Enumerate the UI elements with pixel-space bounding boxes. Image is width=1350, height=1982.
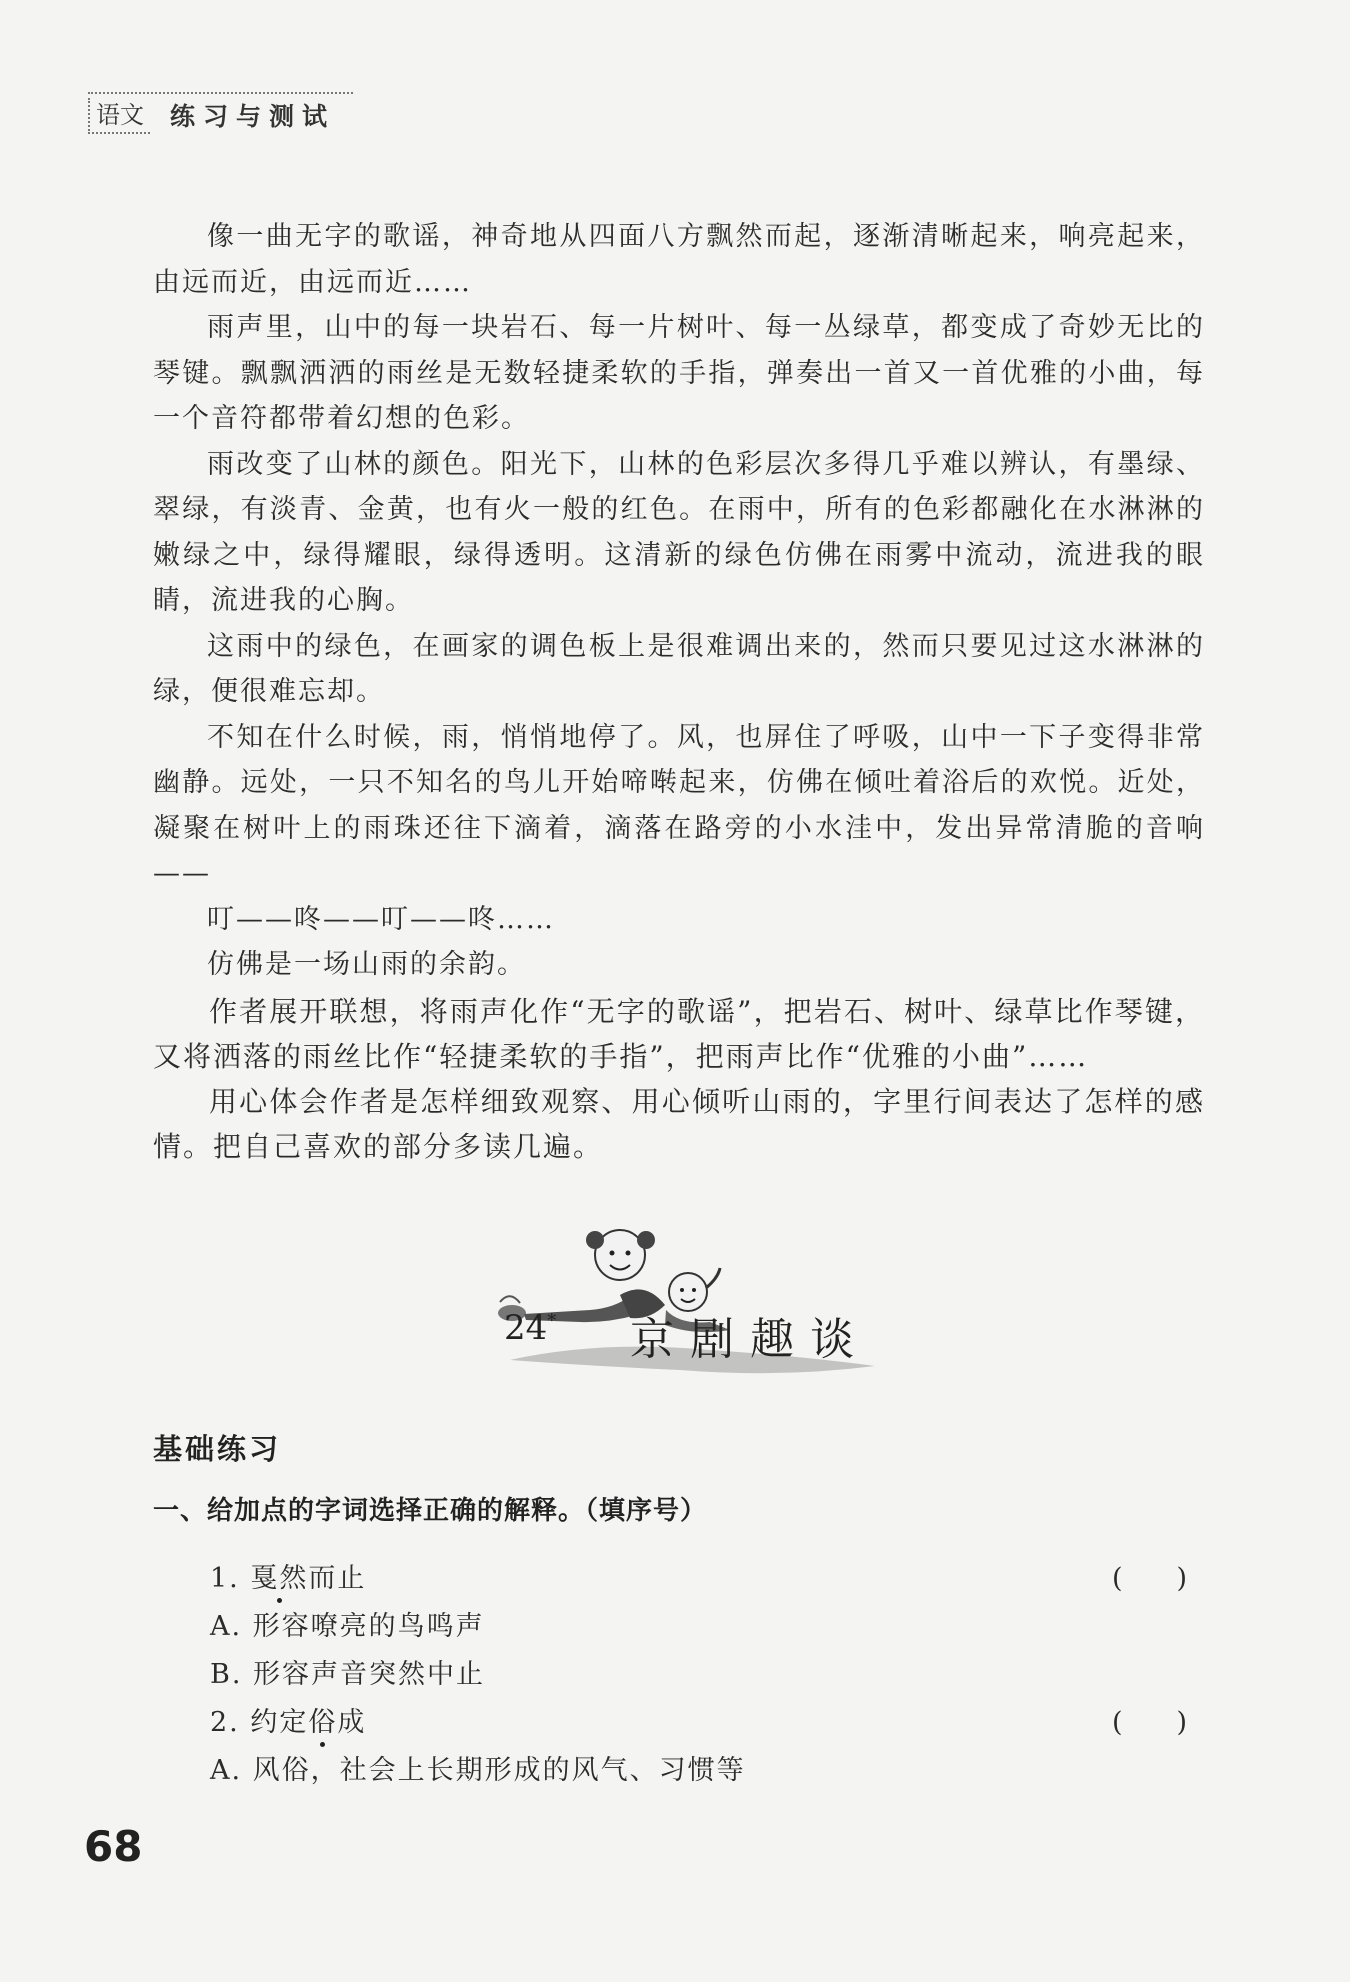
answer-blank[interactable]: ( ) [1112,1563,1188,1594]
page-header [88,88,353,138]
commentary-paragraph: 作者展开联想，将雨声化作“无字的歌谣”，把岩石、树叶、绿草比作琴键，又将洒落的雨丝比作“轻捷柔软的手指”，把雨声比作“优雅的小曲”…… [153,995,1205,1073]
study-commentary [153,989,1205,1169]
subject-label: 语文 [88,98,150,134]
passage-paragraph: 雨改变了山林的颜色。阳光下，山林的色彩层次多得几乎难以辨认，有墨绿、翠绿，有淡青、金黄，也有火一般的红色。在雨中，所有的色彩都融化在水淋淋的嫩绿之中，绿得耀眼，绿得透明。这清新的绿色仿佛在雨雾中流动，流进我的眼睛，流进我的心胸。 [153,448,1205,616]
section-title: 基础练习 [153,1432,282,1466]
page-number: 68 [84,1822,143,1871]
passage-paragraph: 仿佛是一场山雨的余韵。 [207,949,526,980]
question-prompt: 一、给加点的字词选择正确的解释。（填序号） [153,1496,708,1526]
question-item-1: 1. 戛然而止 [210,1556,366,1595]
passage-paragraph: 叮——咚——叮——咚…… [207,903,555,935]
lesson-number: 24* [504,1308,557,1348]
book-title: 练习与测试 [170,102,336,131]
dotted-word: 俗 [308,1700,337,1739]
dotted-word: 戛然 [250,1556,308,1595]
lesson-heading [480,1210,890,1385]
option-item: B. 形容声音突然中止 [210,1659,486,1690]
commentary-paragraph: 用心体会作者是怎样细致观察、用心倾听山雨的，字里行间表达了怎样的感情。把自己喜欢的部分多读几遍。 [153,1085,1205,1163]
header-dotted-rule [88,92,353,94]
lesson-title: 京剧趣谈 [630,1314,870,1365]
passage-paragraph: 不知在什么时候，雨，悄悄地停了。风，也屏住了呼吸，山中一下子变得非常幽静。远处，一只不知名的鸟儿开始啼啭起来，仿佛在倾吐着浴后的欢悦。近处，凝聚在树叶上的雨珠还往下滴着，滴落在路旁的小水洼中，发出异常清脆的音响—— [153,721,1205,889]
passage-paragraph: 像一曲无字的歌谣，神奇地从四面八方飘然而起，逐渐清晰起来，响亮起来，由远而近，由远而近…… [153,221,1205,298]
question-item-2: 2. 约定俗成 [210,1700,366,1739]
answer-blank[interactable]: ( ) [1112,1707,1188,1738]
passage-paragraph: 雨声里，山中的每一块岩石、每一片树叶、每一丛绿草，都变成了奇妙无比的琴键。飘飘洒洒的雨丝是无数轻捷柔软的手指，弹奏出一首又一首优雅的小曲，每一个音符都带着幻想的色彩。 [153,312,1205,434]
option-item: A. 形容嘹亮的鸟鸣声 [210,1611,485,1642]
option-item: A. 风俗，社会上长期形成的风气、习惯等 [210,1755,746,1786]
passage-paragraph: 这雨中的绿色，在画家的调色板上是很难调出来的，然而只要见过这水淋淋的绿，便很难忘却。 [153,630,1205,707]
reading-passage [153,214,1205,988]
